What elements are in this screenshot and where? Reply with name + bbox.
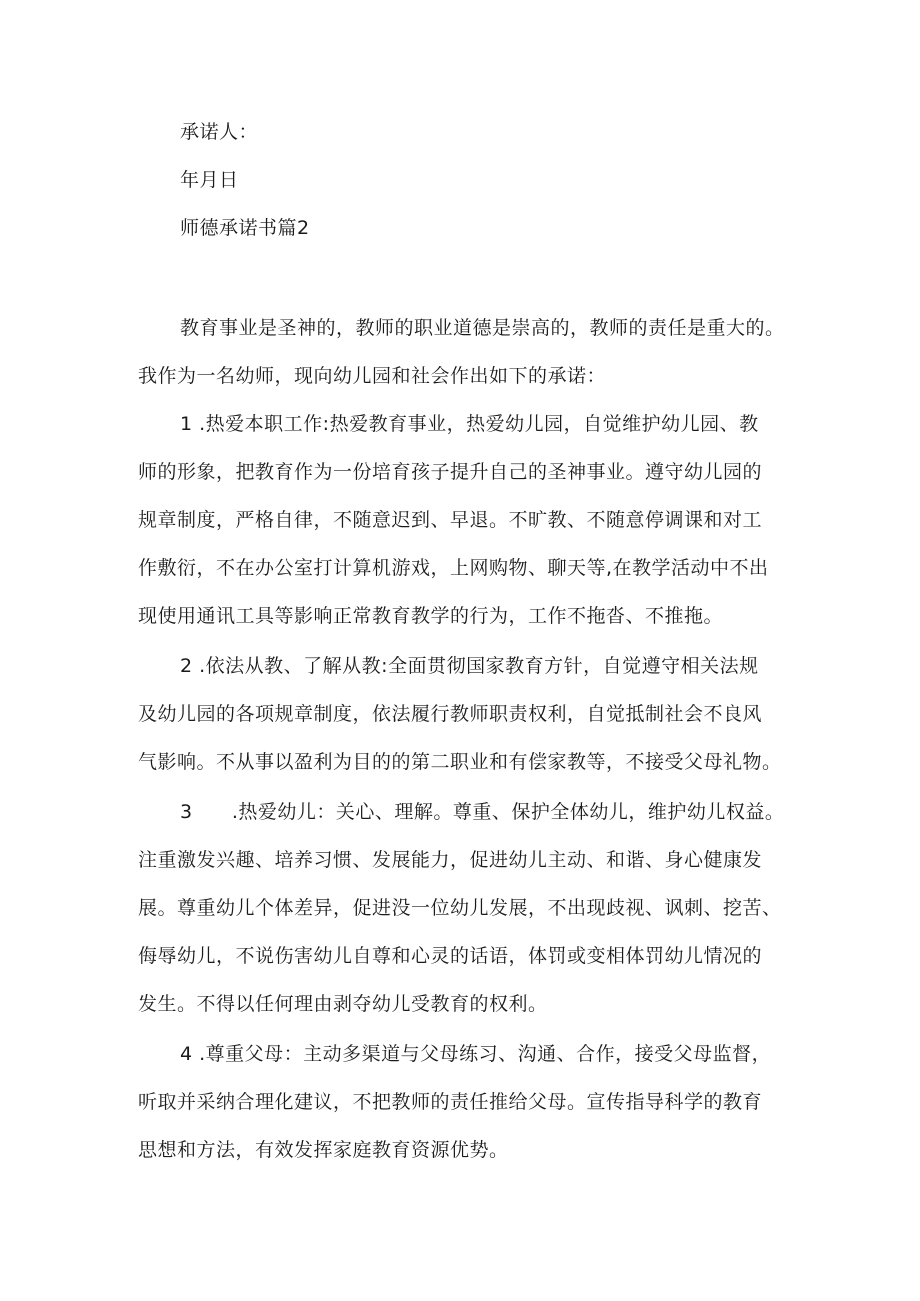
item-1-line-1: 1 .热爱本职工作:热爱教育事业，热爱幼儿园，自觉维护幼儿园、教 [180,413,759,435]
item-4-line-2: 听取并采纳合理化建议，不把教师的责任推给父母。宣传指导科学的教育 [138,1091,763,1113]
item-1-line-3: 规章制度，严格自律，不随意迟到、早退。不旷教、不随意停调课和对工 [138,509,763,531]
item-1-line-5: 现使用通讯工具等影响正常教育教学的行为，工作不拖沓、不推拖。 [138,605,724,627]
intro-line-1: 教育事业是圣神的，教师的职业道德是崇高的，教师的责任是重大的。 [180,317,785,339]
item-3-line-2: 注重激发兴趣、培养习惯、发展能力，促进幼儿主动、和谐、身心健康发 [138,849,763,871]
item-3-line-5: 发生。不得以任何理由剥夺幼儿受教育的权利。 [138,993,548,1015]
item-3-line-3: 展。尊重幼儿个体差异，促进没一位幼儿发展，不出现歧视、讽刺、挖苦、 [138,897,782,919]
item-2-line-2: 及幼儿园的各项规章制度，依法履行教师职责权利，自觉抵制社会不良风 [138,703,763,725]
signer-label: 承诺人： [180,121,259,143]
item-3-line-1: 3 .热爱幼儿：关心、理解。尊重、保护全体幼儿，维护幼儿权益。 [180,801,785,823]
item-4-line-3: 思想和方法，有效发挥家庭教育资源优势。 [138,1139,509,1161]
item-2-line-1: 2 .依法从教、了解从教:全面贯彻国家教育方针，自觉遵守相关法规 [180,655,759,677]
date-label: 年月日 [180,169,239,191]
item-1-line-2: 师的形象，把教育作为一份培育孩子提升自己的圣神事业。遵守幼儿园的 [138,461,763,483]
item-4-line-1: 4 .尊重父母：主动多渠道与父母练习、沟通、合作，接受父母监督， [180,1043,772,1065]
item-2-line-3: 气影响。不从事以盈利为目的的第二职业和有偿家教等，不接受父母礼物。 [138,751,782,773]
item-3-line-4: 侮辱幼儿，不说伤害幼儿自尊和心灵的话语，体罚或变相体罚幼儿情况的 [138,945,763,967]
section-title: 师德承诺书篇2 [180,217,310,239]
item-1-line-4: 作敷衍，不在办公室打计算机游戏，上网购物、聊天等,在教学活动中不出 [138,557,769,579]
intro-line-2: 我作为一名幼师，现向幼儿园和社会作出如下的承诺： [138,365,607,387]
